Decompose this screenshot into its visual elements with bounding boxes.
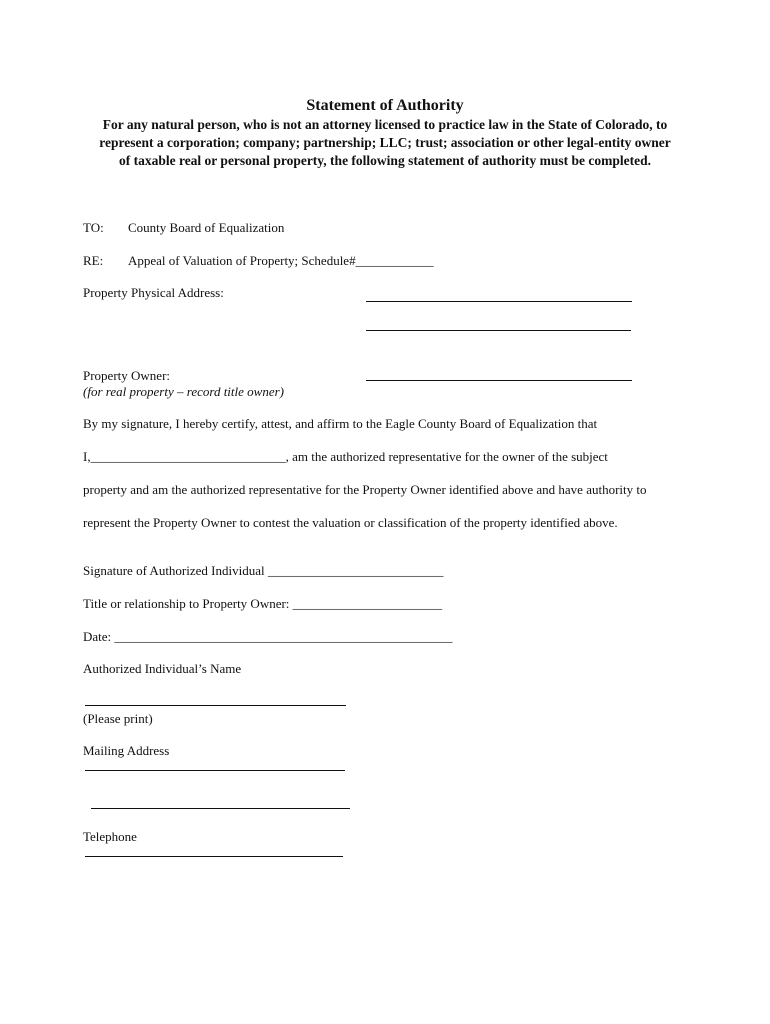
title-relationship-field[interactable]: Title or relationship to Property Owner: _______________________ bbox=[83, 596, 443, 611]
property-owner-note: (for real property – record title owner) bbox=[83, 384, 284, 399]
property-owner-label: Property Owner: bbox=[83, 368, 171, 383]
telephone-label: Telephone bbox=[83, 829, 137, 844]
certification-line-3: property and am the authorized representative for the Property Owner identified above and have authority to bbox=[83, 482, 647, 497]
re-label: RE: bbox=[83, 253, 104, 268]
to-label: TO: bbox=[83, 220, 104, 235]
property-address-line-1[interactable] bbox=[366, 301, 632, 302]
mailing-address-line-2[interactable] bbox=[91, 808, 350, 809]
date-field[interactable]: Date: ____________________________________________________ bbox=[83, 629, 453, 644]
document-title: Statement of Authority bbox=[306, 97, 464, 114]
property-owner-line[interactable] bbox=[366, 380, 632, 381]
property-address-line-2[interactable] bbox=[366, 330, 631, 331]
mailing-address-label: Mailing Address bbox=[83, 743, 170, 758]
re-value[interactable]: Appeal of Valuation of Property; Schedule#____________ bbox=[128, 253, 434, 268]
certification-line-1: By my signature, I hereby certify, attest, and affirm to the Eagle County Board of Equalization that bbox=[83, 416, 598, 431]
certification-line-4: represent the Property Owner to contest the valuation or classification of the property identified above. bbox=[83, 515, 618, 530]
property-address-label: Property Physical Address: bbox=[83, 285, 224, 300]
authorized-name-label: Authorized Individual’s Name bbox=[83, 661, 242, 676]
mailing-address-line-1[interactable] bbox=[85, 770, 345, 771]
certification-line-2[interactable]: I,______________________________, am the authorized representative for the owner of the subject bbox=[83, 449, 608, 464]
signature-field[interactable]: Signature of Authorized Individual ___________________________ bbox=[83, 563, 444, 578]
authorized-name-line[interactable] bbox=[85, 705, 346, 706]
please-print-note: (Please print) bbox=[83, 711, 153, 726]
document-subtitle: For any natural person, who is not an attorney licensed to practice law in the State of Colorado, to represent a corporation; company; partnership; LLC; trust; association or other legal-entity owner of taxable real or personal property, the following statement of authority must be completed. bbox=[99, 117, 671, 168]
to-value: County Board of Equalization bbox=[128, 220, 285, 235]
telephone-line[interactable] bbox=[85, 856, 343, 857]
